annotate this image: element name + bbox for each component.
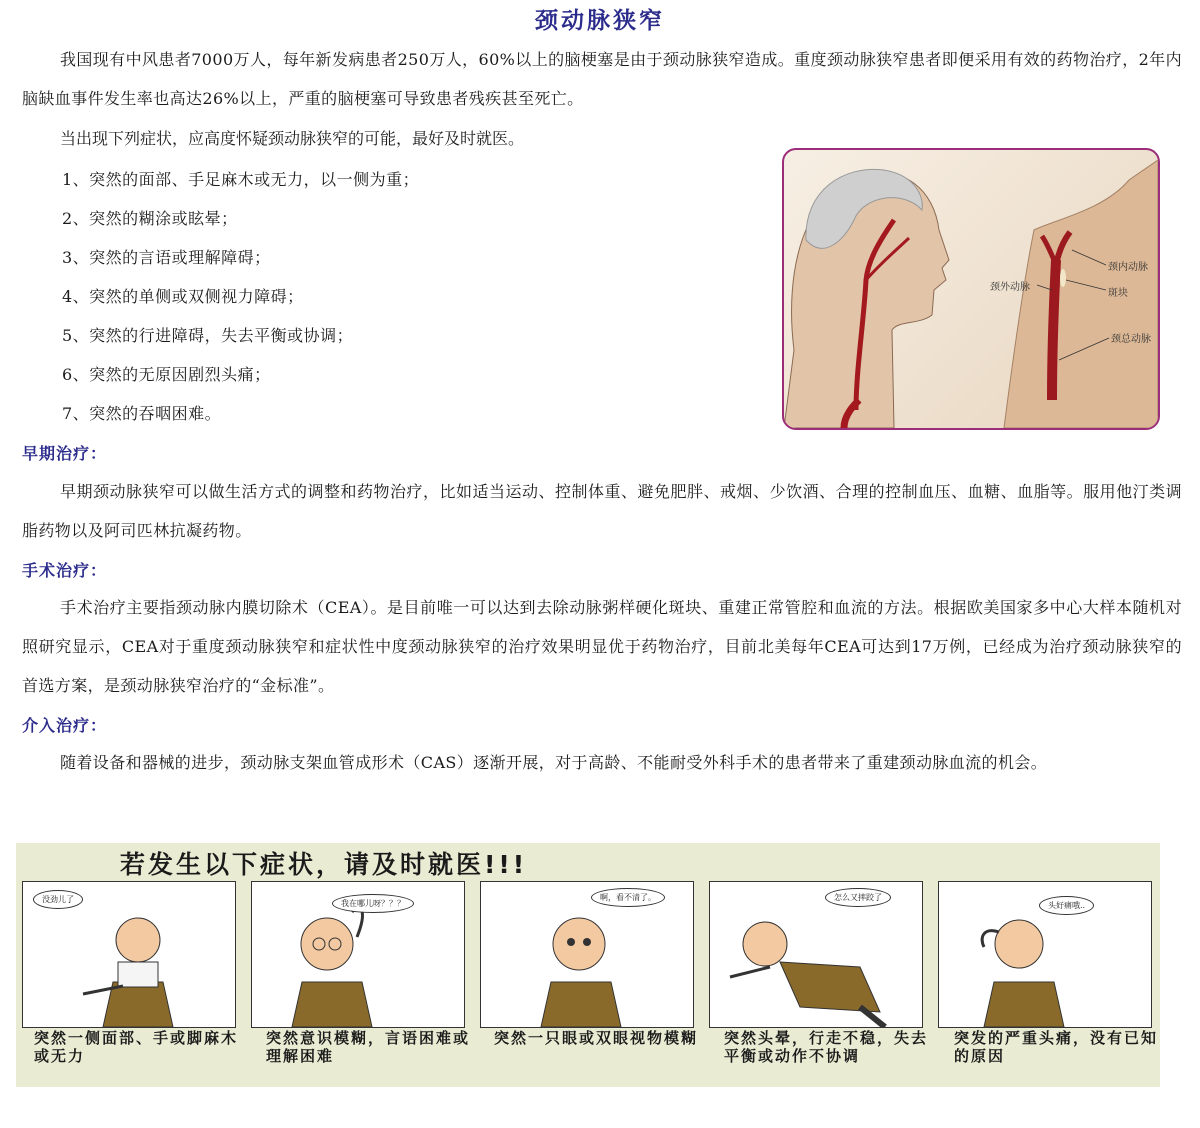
page-title: 颈动脉狭窄 (535, 8, 665, 34)
label-internal-carotid: 颈内动脉 (1108, 262, 1148, 273)
elderly-man-blurred-vision-icon (481, 882, 693, 1027)
comic-panel (22, 881, 236, 1028)
symptom-item: 7、突然的吞咽困难。 (62, 404, 222, 423)
comic-title: 若发生以下症状，请及时就医!!! (120, 850, 528, 879)
carotid-illustration (782, 148, 1160, 430)
symptom-item: 3、突然的言语或理解障碍； (62, 248, 271, 267)
comic-caption: 突然一只眼或双眼视物模糊 (494, 1029, 699, 1047)
speech-bubble: 头好痛哦.. (1039, 896, 1094, 915)
comic-panel (480, 881, 694, 1028)
section-heading-intervention: 介入治疗： (22, 716, 108, 735)
comic-caption: 突然一侧面部、手或脚麻木或无力 (34, 1029, 239, 1065)
symptom-item: 6、突然的无原因剧烈头痛； (62, 365, 271, 384)
speech-bubble: 没劲儿了 (33, 890, 83, 909)
section-heading-early: 早期治疗： (22, 444, 108, 463)
intro-paragraph: 我国现有中风患者7000万人，每年新发病患者250万人，60%以上的脑梗塞是由于颈动脉狭窄造成。重度颈动脉狭窄患者即便采用有效的药物治疗，2年内脑缺血事件发生率也高达26%以上，严重的脑梗塞可导致患者残疾甚至死亡。 (22, 50, 1182, 108)
symptom-item: 1、突然的面部、手足麻木或无力，以一侧为重； (62, 170, 420, 189)
symptoms-intro: 当出现下列症状，应高度怀疑颈动脉狭窄的可能，最好及时就医。 (60, 129, 525, 148)
warning-comic-strip (16, 843, 1160, 1087)
elderly-man-falling-icon (710, 882, 922, 1027)
section-text-intervention: 随着设备和器械的进步，颈动脉支架血管成形术（CAS）逐渐开展，对于高龄、不能耐受外科手术的患者带来了重建颈动脉血流的机会。 (60, 753, 1048, 772)
symptom-item: 5、突然的行进障碍，失去平衡或协调； (62, 326, 354, 345)
symptom-list (62, 160, 419, 433)
label-plaque: 斑块 (1108, 288, 1128, 299)
symptom-item: 2、突然的糊涂或眩晕； (62, 209, 238, 228)
symptom-item: 4、突然的单侧或双侧视力障碍； (62, 287, 304, 306)
label-common-carotid: 颈总动脉 (1111, 334, 1151, 345)
comic-panel (938, 881, 1152, 1028)
section-text-early: 早期颈动脉狭窄可以做生活方式的调整和药物治疗，比如适当运动、控制体重、避免肥胖、戒烟、少饮酒、合理的控制血压、血糖、血脂等。服用他汀类调脂药物以及阿司匹林抗凝药物。 (22, 482, 1182, 540)
label-external-carotid: 颈外动脉 (990, 282, 1030, 293)
comic-panel (709, 881, 923, 1028)
section-heading-surgery: 手术治疗： (22, 561, 108, 580)
section-text-surgery: 手术治疗主要指颈动脉内膜切除术（CEA）。是目前唯一可以达到去除动脉粥样硬化斑块、重建正常管腔和血流的方法。根据欧美国家多中心大样本随机对照研究显示，CEA对于重度颈动脉狭窄和症状性中度颈动脉狭窄的治疗效果明显优于药物治疗，目前北美每年CEA可达到17万例，已经成为治疗颈动脉狭窄的首选方案，是颈动脉狭窄治疗的“金标准”。 (22, 598, 1182, 695)
speech-bubble: 怎么又摔跤了 (825, 888, 891, 907)
comic-caption: 突发的严重头痛，没有已知的原因 (954, 1029, 1159, 1065)
comic-caption: 突然意识模糊，言语困难或理解困难 (266, 1029, 471, 1065)
speech-bubble: 啊，看不清了。 (591, 888, 665, 907)
comic-caption: 突然头晕，行走不稳，失去平衡或动作不协调 (724, 1029, 929, 1065)
speech-bubble: 我在哪儿呀？？？ (332, 894, 414, 913)
carotid-anatomy-figure (784, 150, 1158, 428)
comic-panel (251, 881, 465, 1028)
